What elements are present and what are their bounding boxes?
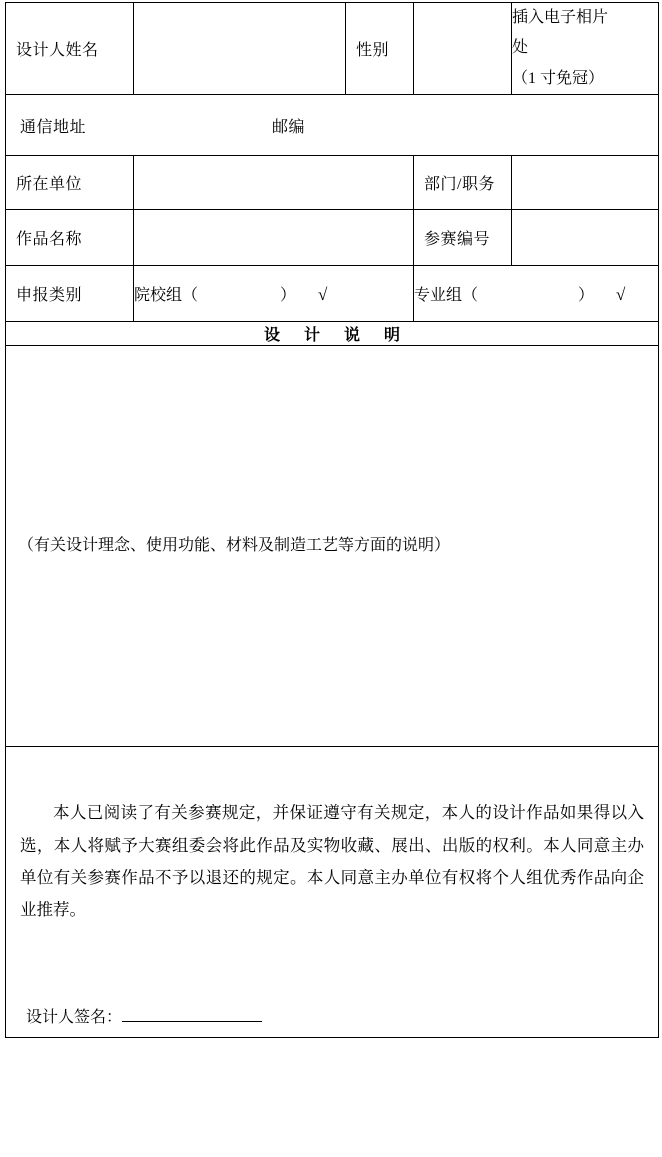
photo-note-line2: 处 (512, 39, 529, 57)
category-professional-label: 专业组（ (414, 287, 479, 305)
designer-name-label: 设计人姓名 (16, 42, 99, 60)
unit-input-cell[interactable] (134, 156, 414, 210)
work-title-value[interactable] (134, 223, 413, 253)
unit-label: 所在单位 (16, 176, 83, 194)
design-description-title-cell (6, 322, 659, 346)
photo-placeholder-cell[interactable] (512, 3, 659, 95)
design-description-area-cell[interactable] (6, 346, 659, 747)
work-title-input-cell[interactable] (134, 210, 414, 266)
table-row (6, 747, 659, 1038)
photo-note-line3: （1 寸免冠） (512, 69, 605, 87)
statement-text: 本人已阅读了有关参赛规定，并保证遵守有关规定，本人的设计作品如果得以入选，本人将赋予大赛组委会将此作品及实物收藏、展出、出版的权利。本人同意主办单位有关参赛作品不予以退还的规定。本人同意主办单位有权将个人组优秀作品向企业推荐。 (20, 803, 644, 919)
address-label: 通信地址 (20, 118, 87, 136)
photo-note-line1: 插入电子相片 (512, 9, 609, 26)
application-form-sheet (0, 2, 662, 1157)
gender-label-cell (346, 3, 414, 95)
design-description-value[interactable] (6, 558, 658, 568)
unit-value[interactable] (134, 168, 413, 198)
design-description-note: （有关设计理念、使用功能、材料及制造工艺等方面的说明） (18, 537, 451, 555)
category-professional-paren-close: ） (578, 287, 595, 305)
work-title-label-cell (6, 210, 134, 266)
entry-number-label-cell (414, 210, 512, 266)
department-label: 部门/职务 (424, 176, 495, 194)
department-label-cell (414, 156, 512, 210)
category-label-cell (6, 266, 134, 322)
category-school-cell[interactable] (134, 266, 414, 322)
department-value[interactable] (512, 168, 658, 198)
gender-value[interactable] (414, 34, 511, 64)
entry-number-value[interactable] (512, 223, 658, 253)
entry-number-input-cell[interactable] (512, 210, 659, 266)
statement-text-block (6, 757, 658, 926)
application-form-table (5, 2, 659, 1038)
signature-label: 设计人签名： (26, 1009, 123, 1027)
signature-line[interactable] (6, 926, 658, 1027)
table-row (6, 210, 659, 266)
signature-input[interactable] (122, 1005, 262, 1022)
address-row-cell[interactable] (6, 95, 659, 156)
table-row (6, 322, 659, 346)
gender-input-cell[interactable] (414, 3, 512, 95)
postcode-label: 邮编 (272, 118, 306, 136)
design-description-title: 设计说明 (263, 327, 424, 345)
designer-name-input-cell[interactable] (134, 3, 346, 95)
unit-label-cell (6, 156, 134, 210)
statement-cell (6, 747, 659, 1038)
table-row (6, 346, 659, 747)
designer-name-label-cell (6, 3, 134, 95)
category-label: 申报类别 (16, 287, 83, 305)
category-school-checkmark[interactable]: √ (318, 285, 328, 305)
designer-name-value[interactable] (134, 34, 345, 64)
category-professional-cell[interactable] (414, 266, 659, 322)
table-row (6, 156, 659, 210)
entry-number-label: 参赛编号 (424, 231, 491, 249)
table-row (6, 95, 659, 156)
department-input-cell[interactable] (512, 156, 659, 210)
table-row (6, 266, 659, 322)
category-professional-checkmark[interactable]: √ (616, 285, 626, 305)
gender-label: 性别 (356, 42, 390, 60)
category-school-label: 院校组（ (134, 287, 199, 305)
category-school-paren-close: ） (280, 287, 297, 305)
work-title-label: 作品名称 (16, 231, 83, 249)
